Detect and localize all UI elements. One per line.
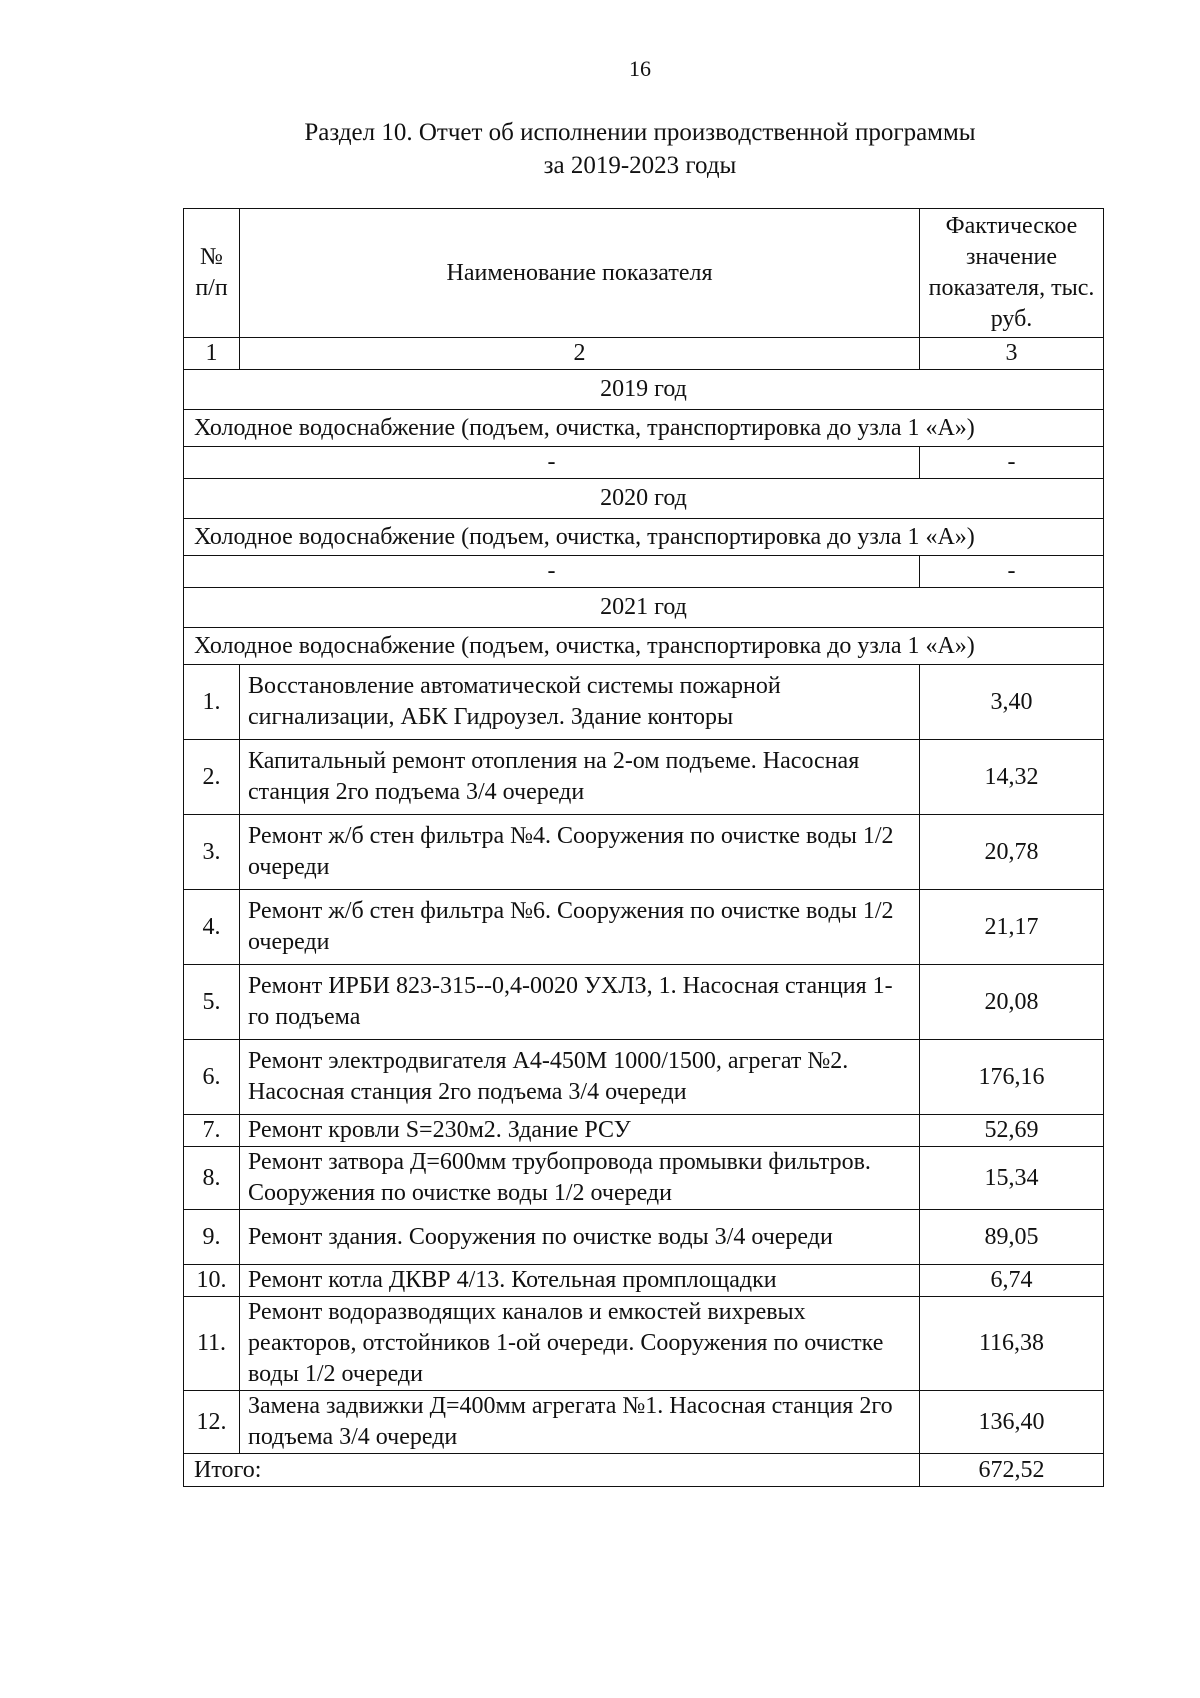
item-num: 5.	[184, 965, 240, 1040]
service-row-2020	[184, 519, 1104, 556]
table-row	[184, 890, 1104, 965]
year-row-2021	[184, 588, 1104, 628]
item-name: Ремонт здания. Сооружения по очистке воды 3/4 очереди	[240, 1210, 920, 1265]
service-label: Холодное водоснабжение (подъем, очистка, транспортировка до узла 1 «А»)	[184, 410, 1104, 447]
year-label: 2021 год	[184, 588, 1104, 628]
item-num: 7.	[184, 1115, 240, 1147]
item-num: 9.	[184, 1210, 240, 1265]
dash-name: -	[184, 556, 920, 588]
column-numbering-row	[184, 338, 1104, 370]
dash-value: -	[920, 556, 1104, 588]
table-row	[184, 1147, 1104, 1210]
header-name: Наименование показателя	[240, 209, 920, 338]
item-name: Ремонт ИРБИ 823-315--0,4-0020 УХЛЗ, 1. Насосная станция 1-го подъема	[240, 965, 920, 1040]
total-value: 672,52	[920, 1454, 1104, 1487]
section-title-line1: Раздел 10. Отчет об исполнении производственной программы	[304, 119, 976, 146]
service-label: Холодное водоснабжение (подъем, очистка, транспортировка до узла 1 «А»)	[184, 519, 1104, 556]
table-row	[184, 1115, 1104, 1147]
item-value: 6,74	[920, 1265, 1104, 1297]
item-name: Ремонт кровли S=230м2. Здание РСУ	[240, 1115, 920, 1147]
item-name: Капитальный ремонт отопления на 2-ом подъеме. Насосная станция 2го подъема 3/4 очереди	[240, 740, 920, 815]
item-name: Ремонт ж/б стен фильтра №6. Сооружения по очистке воды 1/2 очереди	[240, 890, 920, 965]
item-value: 20,78	[920, 815, 1104, 890]
item-num: 8.	[184, 1147, 240, 1210]
item-num: 4.	[184, 890, 240, 965]
table-row	[184, 665, 1104, 740]
header-value: Фактическое значение показателя, тыс. руб.	[920, 209, 1104, 338]
item-num: 10.	[184, 1265, 240, 1297]
table-row	[184, 1391, 1104, 1454]
item-value: 89,05	[920, 1210, 1104, 1265]
item-value: 116,38	[920, 1297, 1104, 1391]
table-row	[184, 815, 1104, 890]
service-label: Холодное водоснабжение (подъем, очистка, транспортировка до узла 1 «А»)	[184, 628, 1104, 665]
item-num: 6.	[184, 1040, 240, 1115]
table-row	[184, 1265, 1104, 1297]
total-row	[184, 1454, 1104, 1487]
item-value: 136,40	[920, 1391, 1104, 1454]
table-row	[184, 1040, 1104, 1115]
item-num: 11.	[184, 1297, 240, 1391]
column-number-2: 2	[240, 338, 920, 370]
item-name: Восстановление автоматической системы пожарной сигнализации, АБК Гидроузел. Здание конторы	[240, 665, 920, 740]
item-num: 12.	[184, 1391, 240, 1454]
page-number: 16	[629, 56, 651, 81]
item-name: Ремонт водоразводящих каналов и емкостей вихревых реакторов, отстойников 1-ой очереди. Сооружения по очистке воды 1/2 очереди	[240, 1297, 920, 1391]
item-name: Ремонт электродвигателя А4-450М 1000/1500, агрегат №2. Насосная станция 2го подъема 3/4 очереди	[240, 1040, 920, 1115]
section-title-line2: за 2019-2023 годы	[543, 152, 737, 179]
header-num: № п/п	[184, 209, 240, 338]
year-row-2020	[184, 479, 1104, 519]
item-value: 15,34	[920, 1147, 1104, 1210]
item-name: Замена задвижки Д=400мм агрегата №1. Насосная станция 2го подъема 3/4 очереди	[240, 1391, 920, 1454]
year-row-2019	[184, 370, 1104, 410]
item-name: Ремонт затвора Д=600мм трубопровода промывки фильтров. Сооружения по очистке воды 1/2 очереди	[240, 1147, 920, 1210]
production-program-report-table	[183, 208, 1104, 1487]
item-value: 176,16	[920, 1040, 1104, 1115]
item-num: 3.	[184, 815, 240, 890]
item-num: 1.	[184, 665, 240, 740]
empty-row-2020	[184, 556, 1104, 588]
year-label: 2020 год	[184, 479, 1104, 519]
table-row	[184, 1297, 1104, 1391]
item-num: 2.	[184, 740, 240, 815]
column-number-1: 1	[184, 338, 240, 370]
item-name: Ремонт ж/б стен фильтра №4. Сооружения по очистке воды 1/2 очереди	[240, 815, 920, 890]
service-row-2019	[184, 410, 1104, 447]
item-value: 52,69	[920, 1115, 1104, 1147]
dash-name: -	[184, 447, 920, 479]
item-value: 21,17	[920, 890, 1104, 965]
column-number-3: 3	[920, 338, 1104, 370]
table-header-row	[184, 209, 1104, 338]
table-row	[184, 1210, 1104, 1265]
dash-value: -	[920, 447, 1104, 479]
empty-row-2019	[184, 447, 1104, 479]
item-value: 3,40	[920, 665, 1104, 740]
total-label: Итого:	[184, 1454, 920, 1487]
table-row	[184, 965, 1104, 1040]
year-label: 2019 год	[184, 370, 1104, 410]
item-value: 20,08	[920, 965, 1104, 1040]
section-title	[0, 116, 1200, 182]
item-value: 14,32	[920, 740, 1104, 815]
item-name: Ремонт котла ДКВР 4/13. Котельная промплощадки	[240, 1265, 920, 1297]
table-row	[184, 740, 1104, 815]
service-row-2021	[184, 628, 1104, 665]
